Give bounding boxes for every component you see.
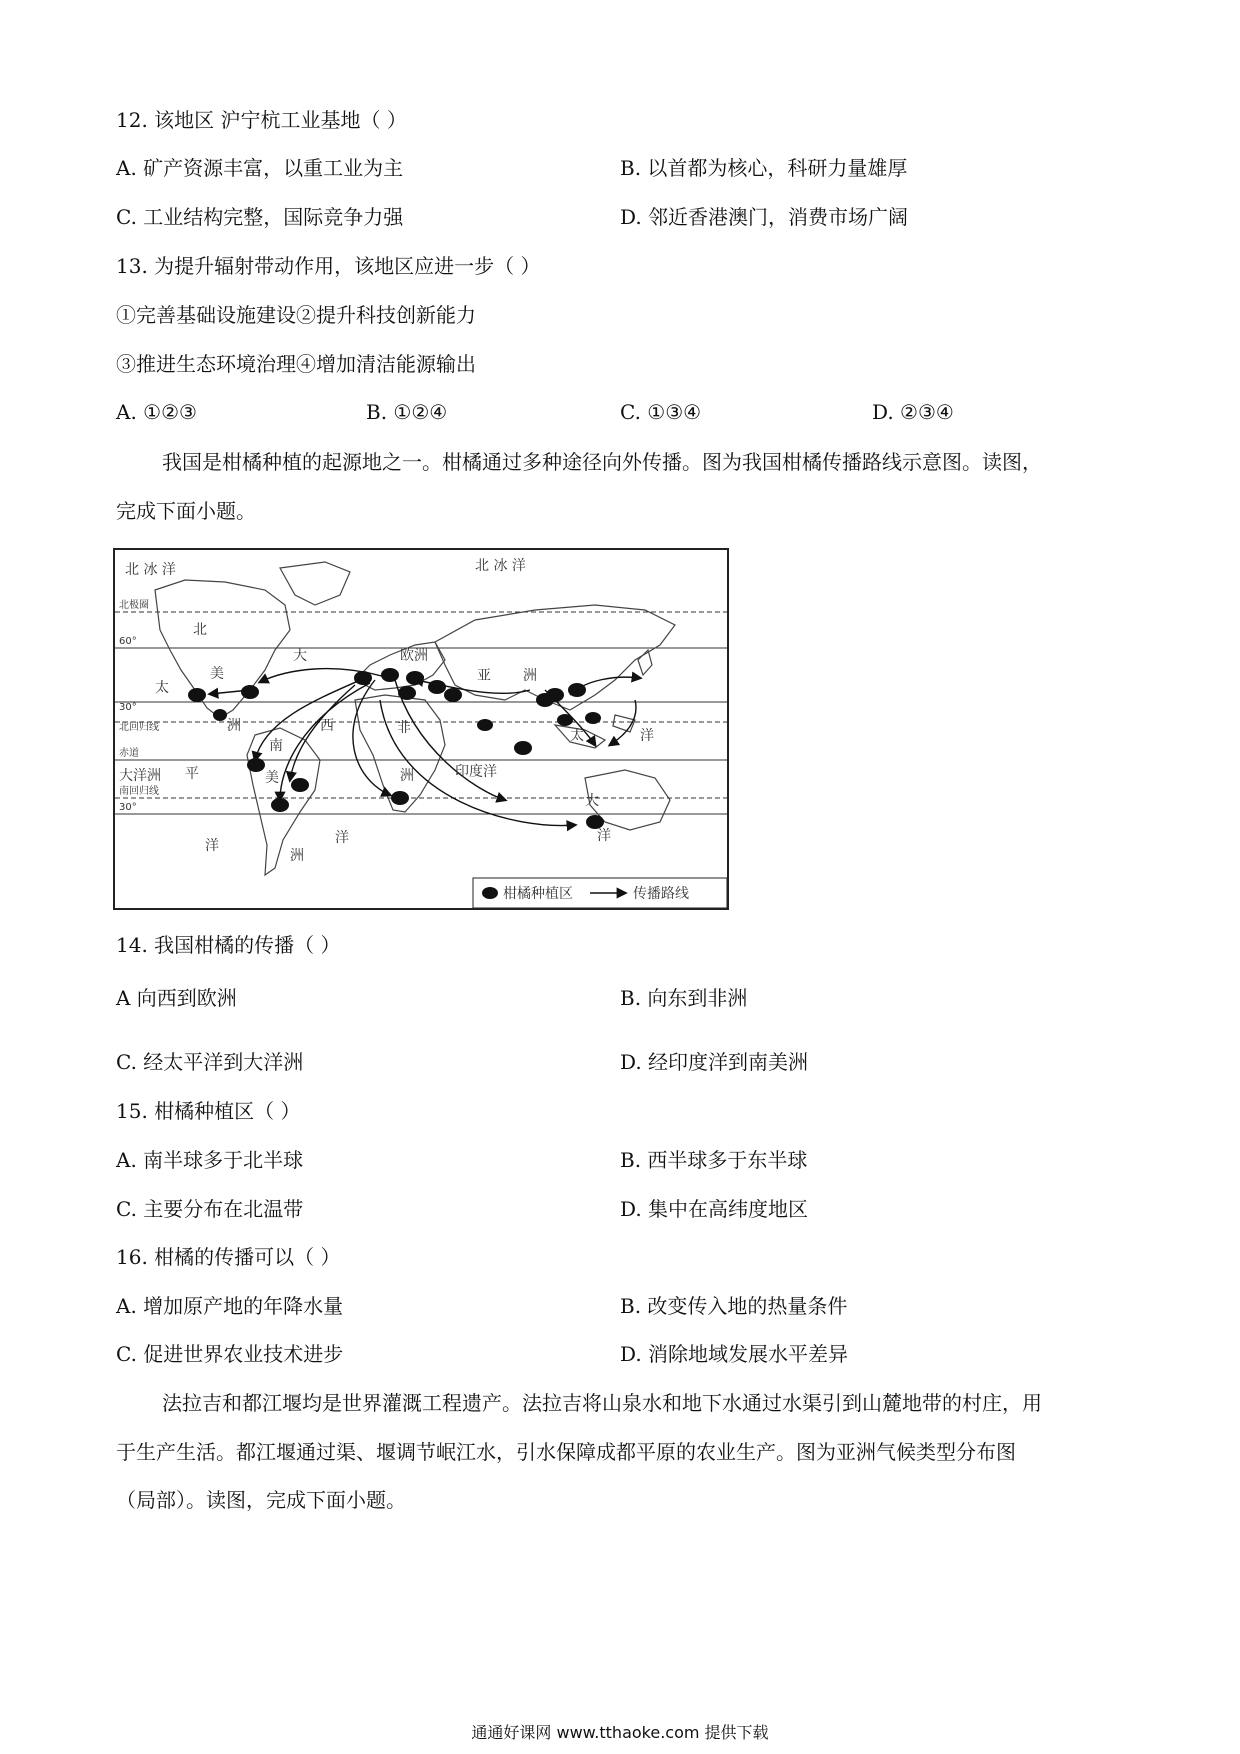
- q14-option-c: C. 经太平洋到大洋洲: [116, 1050, 304, 1074]
- label-lat-30n: 30°: [119, 702, 137, 713]
- label-yang-pac: 洋: [205, 838, 219, 854]
- planting-marker: [477, 719, 493, 731]
- legend-planting-icon: [482, 887, 498, 899]
- label-africa-zhou: 洲: [400, 768, 414, 784]
- label-lat-60: 60°: [119, 636, 137, 647]
- q16-option-c: C. 促进世界农业技术进步: [116, 1342, 344, 1366]
- planting-marker: [241, 685, 259, 699]
- planting-marker: [381, 668, 399, 682]
- label-mei-na: 美: [210, 666, 224, 682]
- legend-planting-label: 柑橘种植区: [503, 886, 573, 902]
- planting-marker: [546, 688, 564, 702]
- q14-option-a: A 向西到欧洲: [116, 986, 237, 1010]
- planting-marker: [213, 709, 227, 721]
- q14-option-d: D. 经印度洋到南美洲: [620, 1050, 809, 1074]
- label-tropic-south: 南回归线: [119, 786, 159, 797]
- label-arctic-circle: 北极圈: [119, 600, 149, 611]
- label-arctic-west: 北 冰 洋: [125, 562, 176, 578]
- planting-marker: [586, 815, 604, 829]
- label-zhou-na: 洲: [227, 718, 241, 734]
- planting-marker: [514, 741, 532, 755]
- label-yang-east: 洋: [640, 728, 654, 744]
- q16-option-d: D. 消除地域发展水平差异: [620, 1342, 849, 1366]
- label-asia-ya: 亚: [477, 668, 491, 684]
- q13-option-c: C. ①③④: [620, 400, 702, 424]
- label-nan: 南: [269, 738, 283, 754]
- q15-option-a: A. 南半球多于北半球: [116, 1148, 304, 1172]
- label-yang-atl: 洋: [335, 830, 349, 846]
- planting-marker: [188, 688, 206, 702]
- legend-route-label: 传播路线: [633, 886, 689, 902]
- q15-option-b: B. 西半球多于东半球: [620, 1148, 808, 1172]
- label-zhou-sa: 洲: [290, 848, 304, 864]
- label-tropic-north: 北回归线: [119, 722, 159, 733]
- q12-option-b: B. 以首都为核心，科研力量雄厚: [620, 156, 908, 180]
- label-africa-fei: 非: [397, 720, 411, 736]
- q13-option-d: D. ②③④: [872, 400, 954, 424]
- label-da: 大: [293, 648, 307, 664]
- q13-item-1: ①完善基础设施建设②提升科技创新能力: [116, 303, 476, 327]
- label-tai: 太: [155, 680, 169, 696]
- planting-marker: [271, 798, 289, 812]
- label-mei-sa: 美: [265, 770, 279, 786]
- planting-marker: [557, 714, 573, 726]
- q13-option-a: A. ①②③: [116, 400, 197, 424]
- q16-option-a: A. 增加原产地的年降水量: [116, 1294, 344, 1318]
- q16-stem: 16. 柑橘的传播可以（ ）: [116, 1245, 341, 1269]
- intro1-line2: 完成下面小题。: [116, 499, 256, 523]
- planting-marker: [585, 712, 601, 724]
- q13-option-b: B. ①②④: [366, 400, 448, 424]
- planting-marker: [354, 671, 372, 685]
- q15-stem: 15. 柑橘种植区（ ）: [116, 1099, 301, 1123]
- planting-marker: [398, 686, 416, 700]
- planting-markers: [188, 668, 604, 829]
- q15-option-c: C. 主要分布在北温带: [116, 1197, 304, 1221]
- intro2-line3: （局部）。读图，完成下面小题。: [116, 1488, 406, 1512]
- label-ping: 平: [185, 766, 199, 782]
- label-indian-ocean: 印度洋: [455, 764, 497, 780]
- label-xi: 西: [320, 718, 334, 734]
- q13-item-2: ③推进生态环境治理④增加清洁能源输出: [116, 352, 476, 376]
- citrus-spread-map: [113, 548, 729, 910]
- planting-marker: [444, 688, 462, 702]
- intro2-line2: 于生产生活。都江堰通过渠、堰调节岷江水，引水保障成都平原的农业生产。图为亚洲气候类型分布图: [116, 1440, 1016, 1464]
- q14-option-b: B. 向东到非洲: [620, 986, 748, 1010]
- label-arctic-east: 北 冰 洋: [475, 558, 526, 574]
- q14-stem: 14. 我国柑橘的传播（ ）: [116, 933, 341, 957]
- label-tai-east: 太: [570, 728, 584, 744]
- intro1-line1: 我国是柑橘种植的起源地之一。柑橘通过多种途径向外传播。图为我国柑橘传播路线示意图。读图，: [162, 450, 1042, 474]
- planting-marker: [291, 778, 309, 792]
- q13-stem: 13. 为提升辐射带动作用，该地区应进一步（ ）: [116, 254, 541, 278]
- q12-option-a: A. 矿产资源丰富，以重工业为主: [116, 156, 404, 180]
- planting-marker: [406, 671, 424, 685]
- q12-stem: 12. 该地区 沪宁杭工业基地（ ）: [116, 108, 407, 132]
- label-europe: 欧洲: [400, 648, 428, 664]
- intro2-line1: 法拉吉和都江堰均是世界灌溉工程遗产。法拉吉将山泉水和地下水通过水渠引到山麓地带的村庄，用: [162, 1391, 1042, 1415]
- planting-marker: [391, 791, 409, 805]
- label-oceania-da: 大: [585, 793, 599, 809]
- q15-option-d: D. 集中在高纬度地区: [620, 1197, 809, 1221]
- map-legend: [473, 878, 727, 908]
- label-lat-30s: 30°: [119, 802, 137, 813]
- label-bei: 北: [193, 622, 207, 638]
- planting-marker: [568, 683, 586, 697]
- q16-option-b: B. 改变传入地的热量条件: [620, 1294, 848, 1318]
- q12-option-c: C. 工业结构完整，国际竞争力强: [116, 205, 404, 229]
- label-oceania-yang: 洋: [597, 828, 611, 844]
- label-oceania-west: 大洋洲: [119, 768, 161, 784]
- planting-marker: [247, 758, 265, 772]
- map-canvas: [115, 550, 727, 908]
- label-equator: 赤道: [119, 748, 139, 759]
- page-footer: 通通好课网 www.tthaoke.com 提供下载: [471, 1723, 769, 1742]
- label-asia-zhou: 洲: [523, 668, 537, 684]
- planting-marker: [428, 680, 446, 694]
- q12-option-d: D. 邻近香港澳门，消费市场广阔: [620, 205, 909, 229]
